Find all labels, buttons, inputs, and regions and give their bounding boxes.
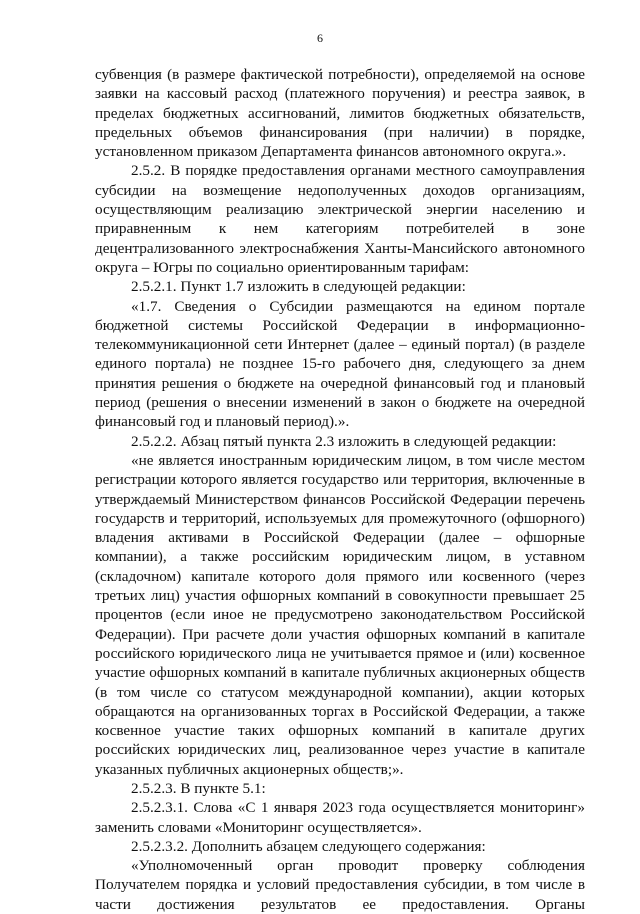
paragraph-quote-offshore: «не является иностранным юридическим лицом, в том числе местом регистрации которого является государство или территория, включенные в утверждаемый Министерством финансов Российской Федерации перечень государств и территорий, используемых для промежуточного (офшорного) владения активами в Российской Федерации (далее – офшорные компании), а также российским юридическим лицом, в уставном (складочном) капитале которого доля прямого или косвенного (через третьих лиц) участия офшорных компаний в совокупности превышает 25 процентов (если иное не предусмотрено законодательством Российской Федерации). При расчете доли участия офшорных компаний в капитале российского юридического лица не учитывается прямое и (или) косвенное участие офшорных компаний в капитале публичных акционерных обществ (в том числе со статусом международной компании), акции которых обращаются на организованных торгах в Российской Федерации, а также косвенное участие таких офшорных компаний в капитале других российских юридических лиц, реализованное через участие в капитале указанных публичных акционерных обществ;». xyxy=(95,451,585,778)
paragraph-2-5-2-2: 2.5.2.2. Абзац пятый пункта 2.3 изложить в следующей редакции: xyxy=(131,432,557,450)
paragraph-2-5-2-1: 2.5.2.1. Пункт 1.7 изложить в следующей редакции: xyxy=(131,278,466,296)
page-number: 6 xyxy=(317,31,323,45)
paragraph-2-5-2-3: 2.5.2.3. В пункте 5.1: xyxy=(131,779,266,797)
document-body xyxy=(95,65,585,914)
paragraph-2-5-2-3-2: 2.5.2.3.2. Дополнить абзацем следующего содержания: xyxy=(131,837,486,855)
paragraph-2-5-2-3-1: 2.5.2.3.1. Слова «С 1 января 2023 года осуществляется мониторинг» заменить словами «Мониторинг осуществляется». xyxy=(95,799,585,836)
paragraph-continuation: субвенция (в размере фактической потребности), определяемой на основе заявки на кассовый расход (платежного поручения) и реестра заявок, в пределах бюджетных ассигнований, лимитов бюджетных обязательств, предельных объемов финансирования (при наличии) в порядке, установленном приказом Департамента финансов автономного округа.». xyxy=(95,66,585,161)
paragraph-2-5-2: 2.5.2. В порядке предоставления органами местного самоуправления субсидии на возмещение недополученных доходов организациям, осуществляющим реализацию электрической энергии населению и приравненным к нем категориям потребителей в зоне децентрализованного электроснабжения Ханты-Мансийского автономного округа – Югры по социально ориентированным тарифам: xyxy=(95,162,585,276)
paragraph-quote-1-7: «1.7. Сведения о Субсидии размещаются на едином портале бюджетной системы Российской Федерации в информационно-телекоммуникационной сети Интернет (далее – единый портал) (в разделе единого портала) не позднее 15-го рабочего дня, следующего за днем принятия решения о бюджете на очередной финансовый год и плановый период (решения о внесении изменений в закон о бюджете на очередной финансовый год и плановый период).». xyxy=(95,297,585,431)
paragraph-quote-authorized-body: «Уполномоченный орган проводит проверку соблюдения Получателем порядка и условий предоставления субсидии, в том числе в части достижения результатов ее предоставления. Органы xyxy=(95,857,585,913)
